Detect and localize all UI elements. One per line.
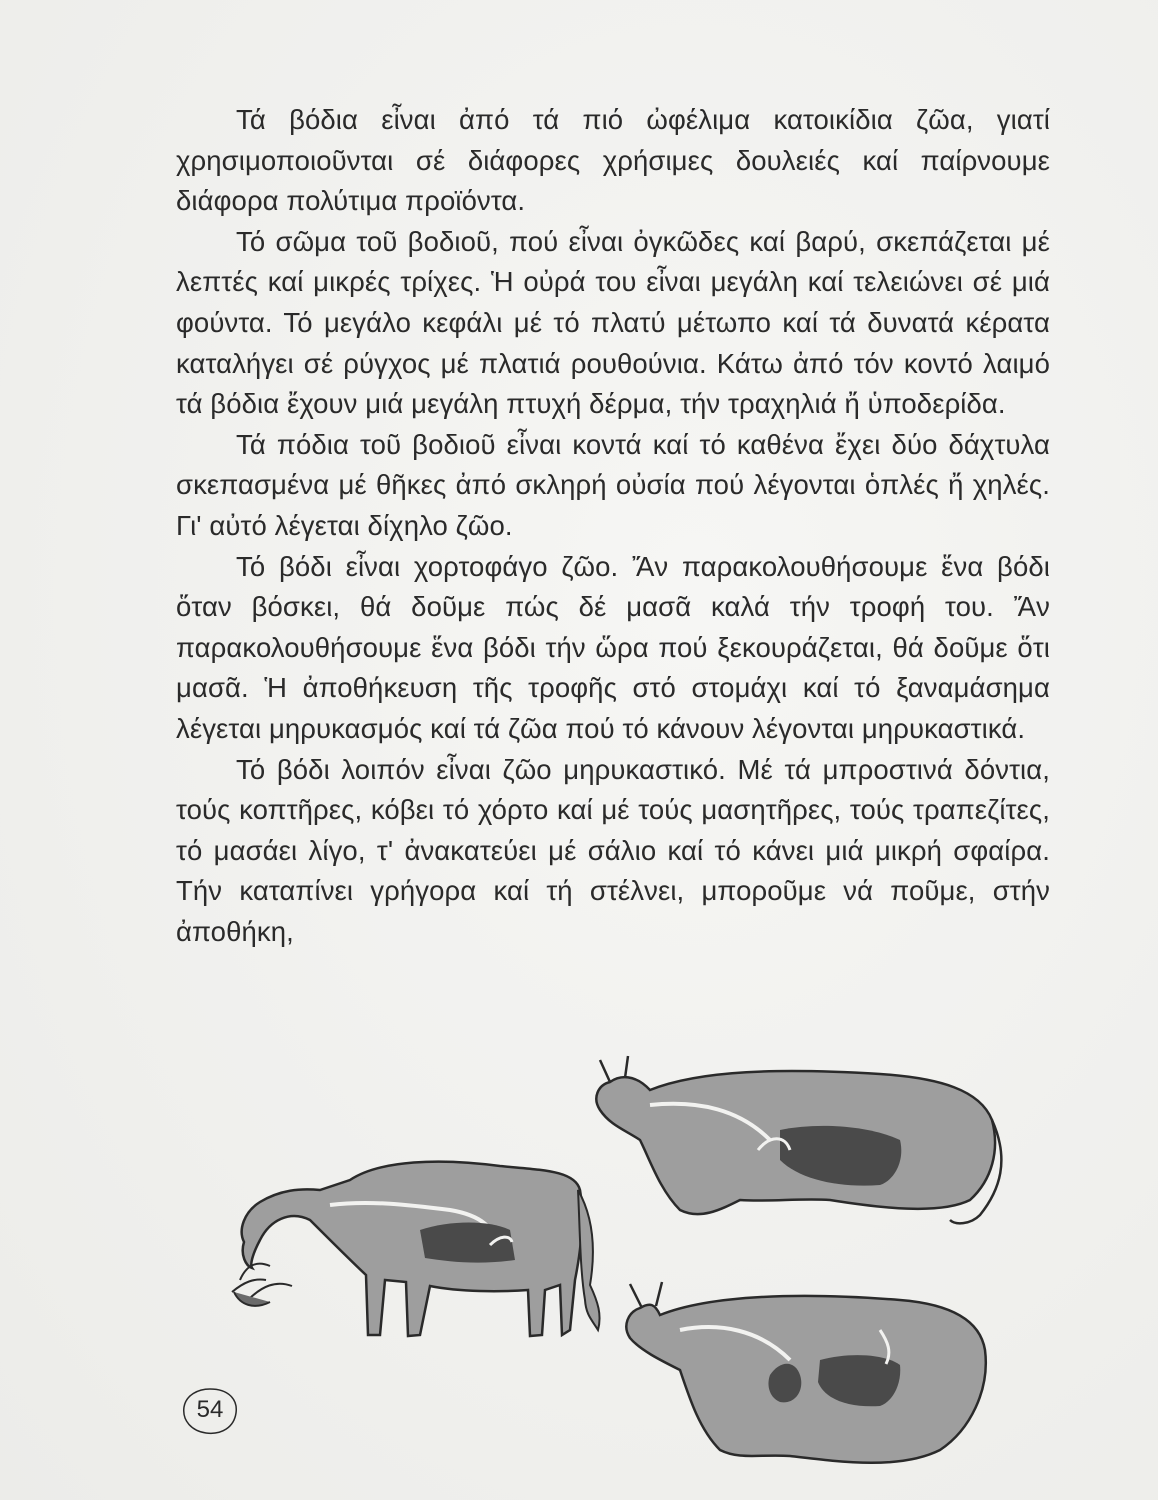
paragraph-2: Τό σῶμα τοῦ βοδιοῦ, πού εἶναι ὀγκῶδες καί βαρύ, σκεπάζεται μέ λεπτές καί μικρές τρίχες. Ἡ οὐρά του εἶναι μεγάλη καί τελειώνει σέ μιά φούντα. Τό μεγάλο κεφάλι μέ τό πλατύ μέτωπο καί τά δυνατά κέρατα καταλήγει σέ ρύγχος μέ πλατιά ρουθούνια. Κάτω ἀπό τόν κοντό λαιμό τά βόδια ἔχουν μιά μεγάλη πτυχή δέρμα, τήν τραχηλιά ἤ ὑποδερίδα. xyxy=(176,225,1050,420)
text-column xyxy=(176,100,1050,952)
grazing-cow-illustration xyxy=(232,1162,600,1336)
paragraph-4: Τό βόδι εἶναι χορτοφάγο ζῶο. Ἄν παρακολουθήσουμε ἕνα βόδι ὅταν βόσκει, θά δοῦμε πώς δέ μασᾶ καλά τήν τροφή του. Ἄν παρακολουθήσουμε ἕνα βόδι τήν ὥρα πού ξεκουράζεται, θά δοῦμε ὅτι μασᾶ. Ἡ ἀποθήκευση τῆς τροφῆς στό στομάχι καί τό ξαναμάσημα λέγεται μηρυκασμός καί τά ζῶα πού τό κάνουν λέγονται μηρυκαστικά. xyxy=(176,550,1050,744)
paragraph-3: Τά πόδια τοῦ βοδιοῦ εἶναι κοντά καί τό καθένα ἔχει δύο δάχτυλα σκεπασμένα μέ θῆκες ἀπό σκληρή οὐσία πού λέγονται ὁπλές ἤ χηλές. Γι' αὐτό λέγεται δίχηλο ζῶο. xyxy=(176,428,1050,541)
cow-digestion-illustrations xyxy=(180,1030,1080,1500)
paragraph-1: Τά βόδια εἶναι ἀπό τά πιό ὠφέλιμα κατοικίδια ζῶα, γιατί χρησιμοποιοῦνται σέ διάφορες χρήσιμες δουλειές καί παίρνουμε διάφορα πολύτιμα προϊόντα. xyxy=(176,104,1050,217)
paragraph-5: Τό βόδι λοιπόν εἶναι ζῶο μηρυκαστικό. Μέ τά μπροστινά δόντια, τούς κοπτῆρες, κόβει τό χόρτο καί μέ τούς μασητῆρες, τούς τραπεζίτες, τό μασάει λίγο, τ' ἀνακατεύει μέ σάλιο καί τό κάνει μιά μικρή σφαίρα. Τήν καταπίνει γρήγορα καί τή στέλνει, μποροῦμε νά ποῦμε, στήν ἀποθήκη, xyxy=(176,753,1050,947)
page-number: 54 xyxy=(196,1396,224,1423)
lying-cow-bottom-illustration xyxy=(626,1282,985,1463)
lying-cow-top-illustration xyxy=(596,1056,1001,1223)
